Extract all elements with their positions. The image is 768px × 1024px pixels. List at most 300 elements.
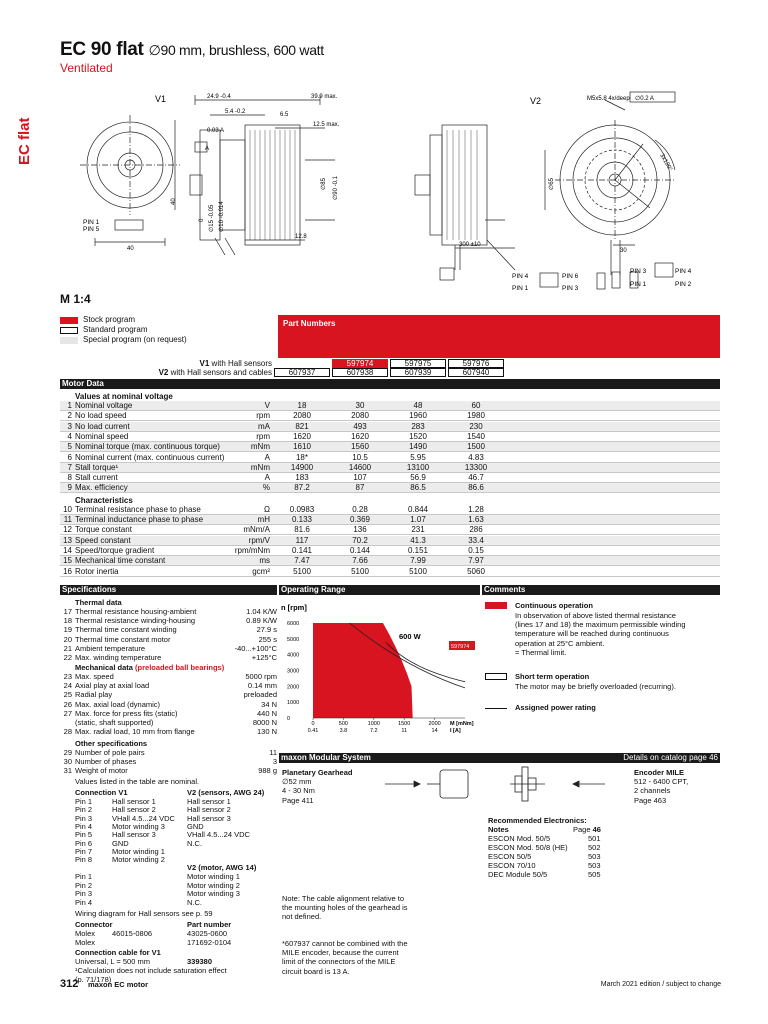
page-title — [60, 39, 324, 61]
y-tick-label: 5000 — [287, 636, 300, 643]
legend-stock-swatch — [60, 317, 78, 324]
power-rating-line — [485, 708, 507, 709]
row-unit: rpm — [256, 431, 270, 441]
v2-rotor — [442, 125, 487, 245]
footer-edition: March 2021 edition / subject to change — [600, 981, 721, 988]
x-tick-label-current: 0.41 — [307, 728, 319, 734]
part-numbers-header: Part Numbers — [278, 315, 720, 358]
note-line: circuit board is 13 A. — [282, 966, 350, 976]
spec-number: 22 — [63, 653, 72, 662]
svg-text:12.8: 12.8 — [295, 234, 307, 240]
legend-special-label: Special program (on request) — [83, 335, 187, 344]
cell-value: 70.2 — [352, 535, 368, 545]
row-number: 3 — [67, 421, 72, 431]
v1-label: V1 — [155, 94, 167, 104]
pin-v1: Hall sensor 2 — [112, 805, 156, 815]
motor-data-row — [60, 473, 720, 483]
row-number: 16 — [63, 566, 72, 576]
spec-number: 28 — [63, 727, 72, 737]
pin-v2: Hall sensor 3 — [187, 813, 231, 823]
wiring-note: Wiring diagram for Hall sensors see p. 59 — [75, 909, 213, 918]
cell-value: 0.141 — [291, 545, 313, 555]
row-label: Nominal speed — [75, 431, 129, 441]
cable-alignment-note — [282, 894, 408, 922]
cell-value: 1610 — [293, 442, 311, 452]
cell-value: 0.151 — [407, 545, 429, 555]
electronics-name: ESCON 50/5 — [488, 852, 532, 862]
cell-value: 1620 — [293, 431, 311, 441]
electronics-name: ESCON 70/10 — [488, 861, 536, 871]
svg-text:PIN 3: PIN 3 — [630, 268, 647, 275]
row-unit: A — [264, 473, 270, 483]
row-unit: mA — [258, 421, 270, 431]
pin-v2: N.C. — [187, 838, 202, 848]
note-line: MILE encoder, because the current — [282, 948, 399, 958]
spec-label: Max. winding temperature — [75, 653, 162, 662]
motor-data-row — [60, 505, 720, 515]
row-label: Stall current — [75, 473, 118, 483]
chart-x-title-i: I [A] — [450, 728, 461, 734]
connector-name: Molex — [75, 929, 96, 938]
electronics-page: 505 — [588, 870, 601, 880]
row-number: 5 — [67, 442, 72, 452]
svg-text:0.03 A: 0.03 A — [207, 128, 225, 134]
modular-system-diagram — [385, 762, 635, 817]
motor-data-row — [60, 546, 720, 556]
svg-text:30: 30 — [620, 248, 627, 254]
row-number: 6 — [67, 452, 72, 462]
motor-data-row — [60, 525, 720, 535]
x-tick-label-torque: 1500 — [398, 721, 411, 727]
continuous-text-line: (lines 17 and 18) the maximum permissible winding — [515, 620, 686, 630]
cell-value: 821 — [295, 421, 309, 431]
motor-data-row — [60, 442, 720, 452]
title-subtitle: ∅90 mm, brushless, 600 watt — [148, 42, 324, 58]
spec-value: 3 — [272, 757, 277, 767]
motor-data-row — [60, 515, 720, 525]
cell-value: 0.144 — [349, 545, 371, 555]
row-number: 12 — [63, 525, 72, 535]
spec-label: Ambient temperature — [75, 643, 146, 653]
note-line: the mounting holes of the gearhead is — [282, 903, 408, 913]
electronics-row — [488, 843, 601, 853]
spec-label: Number of phases — [75, 757, 137, 767]
row-unit: mNm — [250, 442, 270, 452]
pin-label: Pin 2 — [75, 880, 93, 890]
pin-label: Pin 3 — [75, 813, 93, 823]
cell-value: 117 — [295, 535, 309, 545]
cell-value: 286 — [469, 525, 483, 535]
motor-data-header: Motor Data — [60, 379, 720, 389]
pin-v2: Motor winding 2 — [187, 880, 240, 890]
cell-value: 230 — [469, 421, 483, 431]
cable-part-number: 339380 — [187, 957, 213, 966]
cell-value: 0.133 — [291, 515, 313, 524]
row-label: Nominal current (max. continuous current) — [75, 452, 225, 462]
electronics-name: ESCON Mod. 50/5 — [488, 834, 551, 844]
part-number-v1-3: 597976 — [448, 359, 504, 368]
spec-label: Max. speed — [75, 672, 114, 681]
row-unit: A — [264, 452, 270, 462]
pin-v1: Hall sensor 3 — [112, 830, 156, 840]
chart-series-tag: 597974 — [451, 644, 470, 650]
row-number: 15 — [63, 556, 72, 566]
part-number-v2-3: 607939 — [390, 368, 446, 377]
electronics-row — [488, 852, 601, 862]
spec-number: 30 — [63, 757, 72, 767]
cell-value: 86.6 — [468, 483, 484, 493]
cell-value: 5100 — [293, 566, 311, 576]
motor-data-row — [60, 556, 720, 566]
row-unit: rpm/V — [248, 535, 270, 545]
motor-data-row — [60, 483, 720, 493]
electronics-page: 503 — [588, 852, 601, 862]
svg-text:6.5: 6.5 — [280, 112, 289, 118]
pin-v2: GND — [187, 821, 204, 831]
pin-v1: Hall sensor 1 — [112, 797, 156, 806]
cell-value: 2080 — [351, 411, 369, 421]
pin-v1: Motor winding 2 — [112, 855, 165, 865]
row-number: 7 — [67, 462, 72, 472]
arrow-gear-head — [414, 781, 420, 787]
v2-label: V2 — [530, 96, 542, 106]
pin-label: Pin 4 — [75, 821, 93, 831]
note-line: not defined. — [282, 912, 322, 922]
motor-data-row — [60, 401, 720, 411]
pin-v2: Hall sensor 2 — [187, 805, 231, 815]
chart-power-label: 600 W — [399, 632, 421, 641]
cell-value: 86.5 — [410, 483, 426, 493]
v2-connector-a — [540, 273, 558, 287]
cell-value: 0.0983 — [289, 504, 315, 514]
specifications-header: Specifications — [60, 585, 277, 595]
cell-value: 1540 — [467, 431, 485, 441]
v1-rotor — [245, 125, 300, 245]
spec-label: Thermal resistance winding-housing — [75, 616, 196, 626]
spec-label: Thermal resistance housing-ambient — [75, 607, 197, 616]
spec-value: 5000 rpm — [245, 672, 277, 681]
row-number: 14 — [63, 545, 72, 555]
spec-number: 25 — [63, 690, 72, 700]
row-number: 9 — [67, 483, 72, 493]
cell-value: 1560 — [351, 442, 369, 452]
row-number: 2 — [67, 411, 72, 421]
svg-text:PIN 6: PIN 6 — [562, 273, 579, 280]
cell-value: 14900 — [290, 462, 314, 472]
v1-connector — [115, 220, 143, 230]
modular-system-header: maxon Modular System Details on catalog page 46 — [281, 753, 718, 762]
x-tick-label-torque: 1000 — [367, 721, 380, 727]
pin-v1: Motor winding 3 — [112, 821, 165, 831]
spec-label: Axial play at axial load — [75, 681, 150, 691]
gearhead-symbol — [440, 770, 468, 798]
cell-value: 1980 — [467, 411, 485, 421]
cell-value: 33.4 — [468, 535, 484, 545]
spec-label: Max. force for press fits (static) — [75, 708, 178, 718]
cell-value: 87 — [355, 483, 365, 493]
electronics-row — [488, 870, 601, 880]
spec-value: 988 g — [258, 766, 277, 776]
cell-value: 5100 — [351, 566, 369, 576]
row-unit: mH — [257, 515, 270, 524]
row-unit: Ω — [264, 504, 270, 514]
cell-value: 87.2 — [294, 483, 310, 493]
connector-part: 43025-0600 — [187, 929, 228, 938]
title-main: EC 90 flat — [60, 39, 144, 60]
svg-text:∅65: ∅65 — [549, 178, 555, 190]
cell-value: 283 — [411, 421, 425, 431]
svg-text:PIN 5: PIN 5 — [83, 226, 100, 233]
cell-value: 2080 — [293, 411, 311, 421]
electronics-page: 501 — [588, 834, 601, 844]
row-label: Stall torque¹ — [75, 462, 119, 472]
row-label: Rotor inertia — [75, 566, 119, 576]
spec-value: preloaded — [243, 690, 277, 700]
row-number: 4 — [67, 431, 72, 441]
spec-number: 19 — [63, 625, 72, 635]
pin-v2: Motor winding 3 — [187, 889, 240, 898]
x-tick-label-current: 7.2 — [369, 728, 378, 734]
row-unit: rpm — [256, 411, 270, 421]
row-label: Terminal inductance phase to phase — [75, 515, 204, 524]
pin-label: Pin 7 — [75, 846, 93, 856]
cell-value: 7.97 — [468, 556, 484, 566]
spec-number: 23 — [63, 672, 72, 681]
short-term-swatch — [485, 673, 507, 680]
pin-v2: VHall 4.5...24 VDC — [187, 830, 250, 840]
mile-encoder-note — [282, 939, 408, 976]
legend-stock-label: Stock program — [83, 315, 136, 324]
cell-value: 231 — [411, 525, 425, 535]
cell-value: 1960 — [409, 411, 427, 421]
cell-value: 1.07 — [410, 515, 426, 524]
cell-value: 1490 — [409, 442, 427, 452]
chart-x-title-m: M [mNm] — [450, 721, 474, 727]
spec-label: Thermal time constant winding — [75, 625, 177, 635]
svg-text:24.9 -0.4: 24.9 -0.4 — [207, 94, 231, 100]
motor-data-row — [60, 567, 720, 577]
motor-data-row — [60, 411, 720, 421]
motor-data-row — [60, 432, 720, 442]
cell-value: 18* — [295, 452, 308, 462]
spec-value: 1.04 K/W — [246, 607, 277, 616]
pin-label: Pin 1 — [75, 872, 93, 881]
pin-label: Pin 2 — [75, 805, 93, 815]
part-numbers-v2-row: V2 with Hall sensors and cables 607937 607938 607939 607940 — [60, 368, 720, 378]
note-line: limit of the connectors of the MILE — [282, 957, 396, 967]
cell-value: 5060 — [467, 566, 485, 576]
row-unit: mNm — [250, 462, 270, 472]
cell-value: 18 — [297, 401, 307, 410]
spec-label: Max. radial load, 10 mm from flange — [75, 727, 195, 737]
spec-label: Radial play — [75, 690, 113, 700]
svg-text:M5x5.8 4x/deep: M5x5.8 4x/deep — [587, 96, 630, 102]
row-number: 13 — [63, 535, 72, 545]
cell-value: 41.3 — [410, 535, 426, 545]
note-line: Note: The cable alignment relative to — [282, 894, 405, 903]
footer-page-number: 312 — [60, 978, 79, 990]
part-number-v1-1: 597974 — [332, 359, 388, 368]
y-tick-label: 2000 — [287, 684, 300, 691]
svg-text:PIN 1: PIN 1 — [512, 285, 529, 292]
pin-label: Pin 6 — [75, 838, 93, 848]
cell-value: 493 — [353, 421, 367, 431]
motor-data-row — [60, 536, 720, 546]
svg-text:∅0.2 A: ∅0.2 A — [635, 96, 654, 102]
continuous-text-line: operation at 25°C ambient. — [515, 638, 605, 648]
v2-sensor-connector — [440, 268, 454, 280]
note-line: *607937 cannot be combined with the — [282, 939, 408, 948]
svg-text:0: 0 — [199, 218, 205, 222]
footer-product: maxon EC motor — [88, 980, 149, 989]
electronics-page: 502 — [588, 843, 601, 853]
part-number-v2-1: 607937 — [274, 368, 330, 377]
svg-text:PIN 4: PIN 4 — [675, 268, 692, 275]
pin-label: Pin 8 — [75, 855, 93, 865]
svg-text:40: 40 — [171, 198, 177, 205]
cell-value: 46.7 — [468, 473, 484, 483]
row-number: 10 — [63, 504, 72, 514]
pin-label: Pin 5 — [75, 830, 93, 840]
pin-v2: Motor winding 1 — [187, 872, 240, 881]
row-number: 1 — [67, 401, 72, 410]
pin-v1: Motor winding 1 — [112, 846, 165, 856]
svg-text:A: A — [205, 146, 210, 152]
svg-text:5.4 -0.2: 5.4 -0.2 — [225, 109, 246, 115]
row-unit: ms — [259, 556, 270, 566]
electronics-row — [488, 861, 601, 871]
cell-value: 5100 — [409, 566, 427, 576]
cell-value: 1500 — [467, 442, 485, 452]
row-label: No load speed — [75, 411, 127, 421]
legend-standard-swatch — [60, 327, 78, 334]
svg-text:PIN 2: PIN 2 — [675, 281, 692, 288]
cell-value: 0.844 — [407, 504, 429, 514]
row-label: Nominal voltage — [75, 401, 133, 410]
spec-label: (static, shaft supported) — [75, 718, 154, 727]
part-numbers-v1-row: V1 with Hall sensors 597974 597975 597976 — [60, 359, 720, 368]
cell-value: 0.15 — [468, 545, 484, 555]
spec-number: 20 — [63, 634, 72, 644]
connector-part: 171692-0104 — [187, 937, 232, 947]
row-number: 8 — [67, 473, 72, 483]
spec-number: 17 — [63, 607, 72, 616]
row-label: Nominal torque (max. continuous torque) — [75, 442, 220, 452]
svg-text:PIN 1: PIN 1 — [83, 219, 100, 226]
connector-code: 46015-0806 — [112, 929, 153, 938]
cell-value: 1620 — [351, 431, 369, 441]
y-tick-label: 3000 — [287, 668, 300, 675]
row-label: Mechanical time constant — [75, 556, 166, 566]
cell-value: 81.6 — [294, 525, 310, 535]
motor-data-section-characteristics: Characteristics — [75, 496, 133, 505]
cell-value: 7.66 — [352, 556, 368, 566]
cell-value: 10.5 — [352, 452, 368, 462]
row-unit: rpm/mNm — [234, 545, 270, 555]
spec-value: 8000 N — [252, 718, 277, 727]
x-tick-label-torque: 500 — [338, 721, 348, 727]
svg-text:12.5 max.: 12.5 max. — [313, 122, 340, 128]
svg-text:∅15 -0.05: ∅15 -0.05 — [209, 204, 215, 232]
scale-label: M 1:4 — [60, 292, 91, 306]
y-tick-label: 4000 — [287, 652, 300, 659]
y-tick-label: 1000 — [287, 700, 300, 707]
row-unit: mNm/A — [243, 525, 270, 535]
svg-text:PIN 3: PIN 3 — [562, 285, 579, 292]
spec-value: 34 N — [261, 699, 277, 709]
cell-value: 7.47 — [294, 556, 310, 566]
row-label: Max. efficiency — [75, 483, 128, 493]
pin-v2: Hall sensor 1 — [187, 797, 231, 806]
chart-y-title: n [rpm] — [281, 603, 307, 612]
continuous-operation-area — [313, 623, 413, 718]
motor-data-row — [60, 463, 720, 473]
spec-number: 18 — [63, 616, 72, 626]
cell-value: 0.369 — [349, 515, 371, 524]
technical-drawing — [75, 80, 695, 298]
operating-range-chart — [279, 598, 480, 738]
x-tick-label-current: 11 — [401, 728, 408, 734]
spec-value: -40...+100°C — [234, 643, 277, 653]
spec-number: 27 — [63, 708, 72, 718]
svg-text:300 ±10: 300 ±10 — [459, 242, 481, 248]
spec-value: +125°C — [251, 653, 277, 662]
cell-value: 60 — [471, 401, 481, 410]
pin-v2: N.C. — [187, 897, 202, 907]
svg-text:40: 40 — [127, 246, 134, 252]
electronics-name: DEC Module 50/5 — [488, 870, 548, 880]
pin-v1: VHall 4.5...24 VDC — [112, 813, 175, 823]
spec-label: Weight of motor — [75, 766, 128, 776]
cell-value: 13100 — [406, 462, 430, 472]
svg-text:∅90 -0.1: ∅90 -0.1 — [333, 176, 339, 200]
electronics-row — [488, 834, 601, 844]
v2-connector-b — [655, 263, 673, 277]
part-number-v2-2: 607938 — [332, 368, 388, 377]
cell-value: 107 — [353, 473, 367, 483]
spec-number: 29 — [63, 748, 72, 757]
pin-v1: GND — [112, 838, 129, 848]
row-unit: gcm² — [252, 566, 270, 576]
spec-number: 24 — [63, 681, 72, 691]
row-unit: % — [262, 483, 270, 493]
row-number: 11 — [63, 515, 72, 524]
cell-value: 30 — [355, 401, 365, 410]
pin-label: Pin 1 — [75, 797, 93, 806]
pin-label: Pin 4 — [75, 897, 93, 907]
part-number-v1-2: 597975 — [390, 359, 446, 368]
spec-label: Number of pole pairs — [75, 748, 145, 757]
encoder-info: Encoder MILE 512 - 6400 CPT, 2 channels Page 463 — [634, 768, 689, 805]
spec-value: 440 N — [256, 708, 277, 718]
continuous-swatch — [485, 602, 507, 609]
svg-text:∅10 -0.014: ∅10 -0.014 — [219, 201, 225, 232]
variant-label: Ventilated — [60, 61, 113, 75]
row-label: Speed/torque gradient — [75, 545, 155, 555]
cell-value: 5.95 — [410, 452, 426, 462]
cell-value: 1.63 — [468, 515, 484, 524]
motor-data-section-nominal: Values at nominal voltage — [75, 392, 173, 401]
spec-number: 21 — [63, 643, 72, 653]
side-tab: EC flat — [16, 117, 33, 165]
x-tick-label-current: 14 — [431, 728, 438, 734]
svg-text:∅85: ∅85 — [321, 178, 327, 190]
continuous-text-line: temperature will be reached during continuous — [515, 629, 669, 639]
spec-value: 0.14 mm — [247, 681, 277, 691]
cell-value: 1520 — [409, 431, 427, 441]
motor-data-row — [60, 422, 720, 432]
cell-value: 13300 — [464, 462, 488, 472]
